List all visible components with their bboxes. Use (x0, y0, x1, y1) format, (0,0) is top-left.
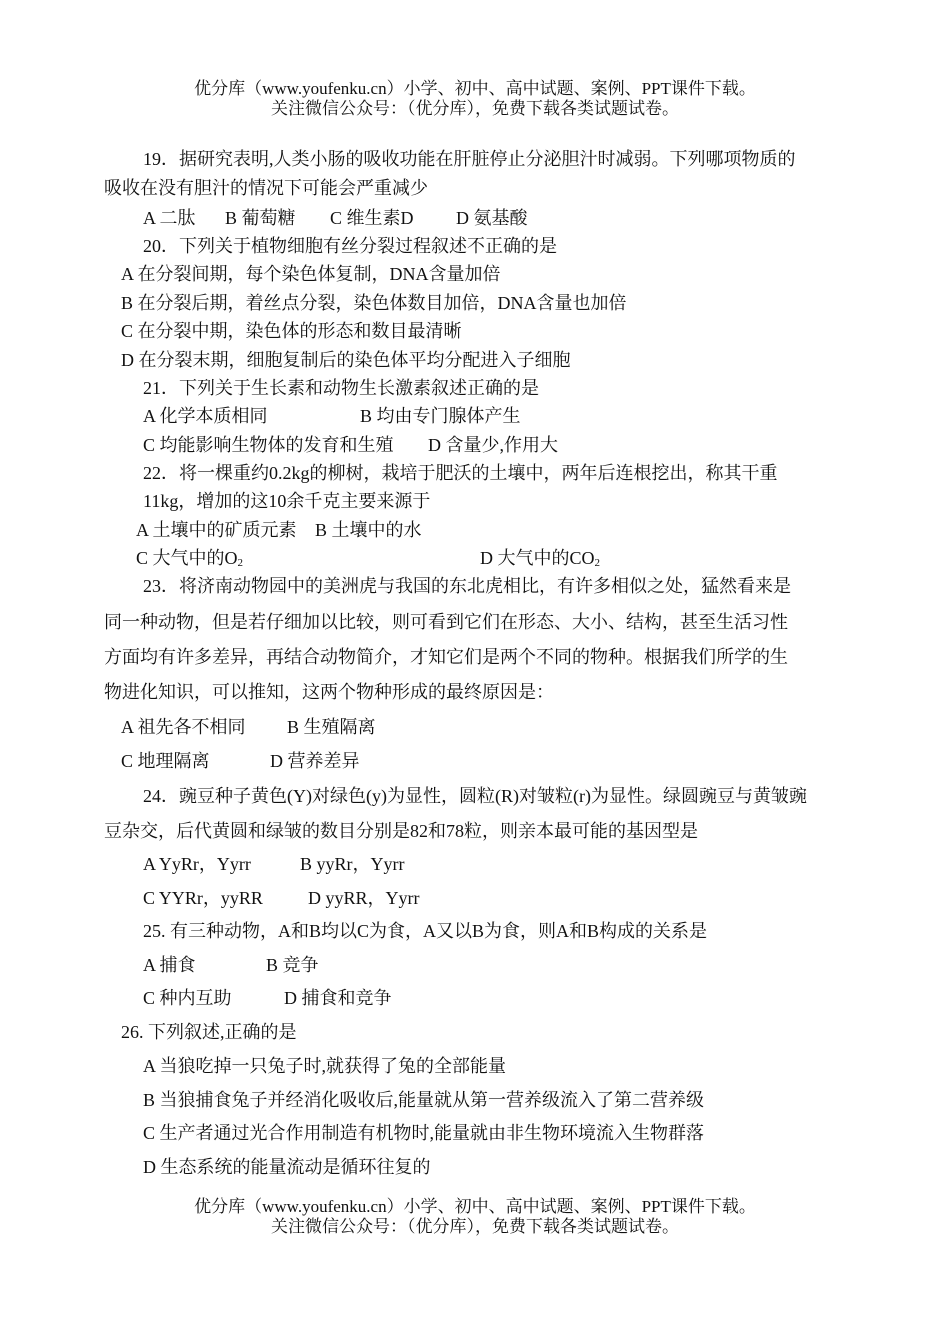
q22-stem-line-1: 22．将一棵重约0.2kg的柳树，栽培于肥沃的土壤中，两年后连根挖出，称其干重 (143, 463, 778, 483)
q22-stem-line-2: 11kg，增加的这10余千克主要来源于 (143, 491, 431, 511)
header-line-2: 关注微信公众号：（优分库），免费下载各类试题试卷。 (271, 99, 679, 118)
q23-stem-line-2: 同一种动物，但是若仔细加以比较，则可看到它们在形态、大小、结构，甚至生活习性 (104, 612, 788, 632)
q20-option-b: B 在分裂后期，着丝点分裂，染色体数目加倍，DNA含量也加倍 (121, 293, 627, 313)
q22-option-c-text: C 大气中的O (136, 548, 238, 568)
q24-option-b: B yyRr，Yyrr (300, 854, 405, 874)
q23-option-b: B 生殖隔离 (287, 717, 376, 737)
q22-option-b: B 土壤中的水 (315, 520, 422, 540)
q22-option-d-text: D 大气中的CO (480, 548, 595, 568)
footer-line-1: 优分库（www.youfenku.cn）小学、初中、高中试题、案例、PPT课件下载。 (194, 1197, 756, 1216)
q26-option-d: D 生态系统的能量流动是循环往复的 (143, 1157, 431, 1177)
page-header (0, 79, 950, 119)
q23-option-c: C 地理隔离 (121, 751, 210, 771)
q25-option-a: A 捕食 (143, 955, 196, 975)
q19-option-d: D 氨基酸 (456, 208, 528, 228)
q24-option-d: D yyRR，Yyrr (308, 888, 420, 908)
q23-option-d: D 营养差异 (270, 751, 360, 771)
q23-option-a: A 祖先各不相同 (121, 717, 246, 737)
q24-stem-line-1: 24．豌豆种子黄色(Y)对绿色(y)为显性，圆粒(R)对皱粒(r)为显性。绿圆豌豆与黄皱豌 (143, 786, 807, 806)
q25-option-d: D 捕食和竞争 (284, 988, 392, 1008)
q23-stem-line-1: 23．将济南动物园中的美洲虎与我国的东北虎相比，有许多相似之处，猛然看来是 (143, 576, 791, 596)
q19-option-c: C 维生素D (330, 208, 414, 228)
header-line-1: 优分库（www.youfenku.cn）小学、初中、高中试题、案例、PPT课件下载。 (194, 79, 756, 98)
q22-option-d (480, 547, 600, 569)
q26-option-b: B 当狼捕食兔子并经消化吸收后,能量就从第一营养级流入了第二营养级 (143, 1090, 705, 1110)
q21-stem: 21．下列关于生长素和动物生长激素叙述正确的是 (143, 378, 539, 398)
q19-stem-line-2: 吸收在没有胆汁的情况下可能会严重减少 (104, 178, 428, 198)
q26-option-c: C 生产者通过光合作用制造有机物时,能量就由非生物环境流入生物群落 (143, 1123, 705, 1143)
q25-option-b: B 竞争 (266, 955, 319, 975)
q20-stem: 20．下列关于植物细胞有丝分裂过程叙述不正确的是 (143, 236, 557, 256)
q20-option-c: C 在分裂中期，染色体的形态和数目最清晰 (121, 321, 462, 341)
page-footer (0, 1197, 950, 1237)
q22-option-a: A 土壤中的矿质元素 (136, 520, 297, 540)
q19-option-a: A 二肽 (143, 208, 196, 228)
q25-option-c: C 种内互助 (143, 988, 232, 1008)
q19-stem-line-1: 19．据研究表明,人类小肠的吸收功能在肝脏停止分泌胆汁时减弱。下列哪项物质的 (143, 149, 796, 169)
q24-option-c: C YYRr，yyRR (143, 888, 263, 908)
q26-stem: 26. 下列叙述,正确的是 (121, 1022, 297, 1042)
q21-option-a: A 化学本质相同 (143, 406, 268, 426)
q22-option-d-subscript: 2 (594, 557, 601, 569)
q24-stem-line-2: 豆杂交，后代黄圆和绿皱的数目分别是82和78粒，则亲本最可能的基因型是 (104, 821, 698, 841)
q25-stem: 25. 有三种动物，A和B均以C为食，A又以B为食，则A和B构成的关系是 (143, 921, 708, 941)
footer-line-2: 关注微信公众号：（优分库），免费下载各类试题试卷。 (271, 1217, 679, 1236)
q20-option-a: A 在分裂间期，每个染色体复制，DNA含量加倍 (121, 264, 501, 284)
q21-option-c: C 均能影响生物体的发育和生殖 (143, 435, 394, 455)
q22-option-c (136, 547, 243, 569)
q23-stem-line-4: 物进化知识，可以推知，这两个物种形成的最终原因是： (104, 682, 554, 702)
q21-option-b: B 均由专门腺体产生 (360, 406, 521, 426)
q20-option-d: D 在分裂末期，细胞复制后的染色体平均分配进入子细胞 (121, 350, 571, 370)
q22-option-c-subscript: 2 (237, 557, 244, 569)
q24-option-a: A YyRr，Yyrr (143, 854, 251, 874)
q26-option-a: A 当狼吃掉一只兔子时,就获得了兔的全部能量 (143, 1056, 507, 1076)
q23-stem-line-3: 方面均有许多差异，再结合动物简介，才知它们是两个不同的物种。根据我们所学的生 (104, 647, 788, 667)
q19-option-b: B 葡萄糖 (225, 208, 296, 228)
q21-option-d: D 含量少,作用大 (428, 435, 558, 455)
